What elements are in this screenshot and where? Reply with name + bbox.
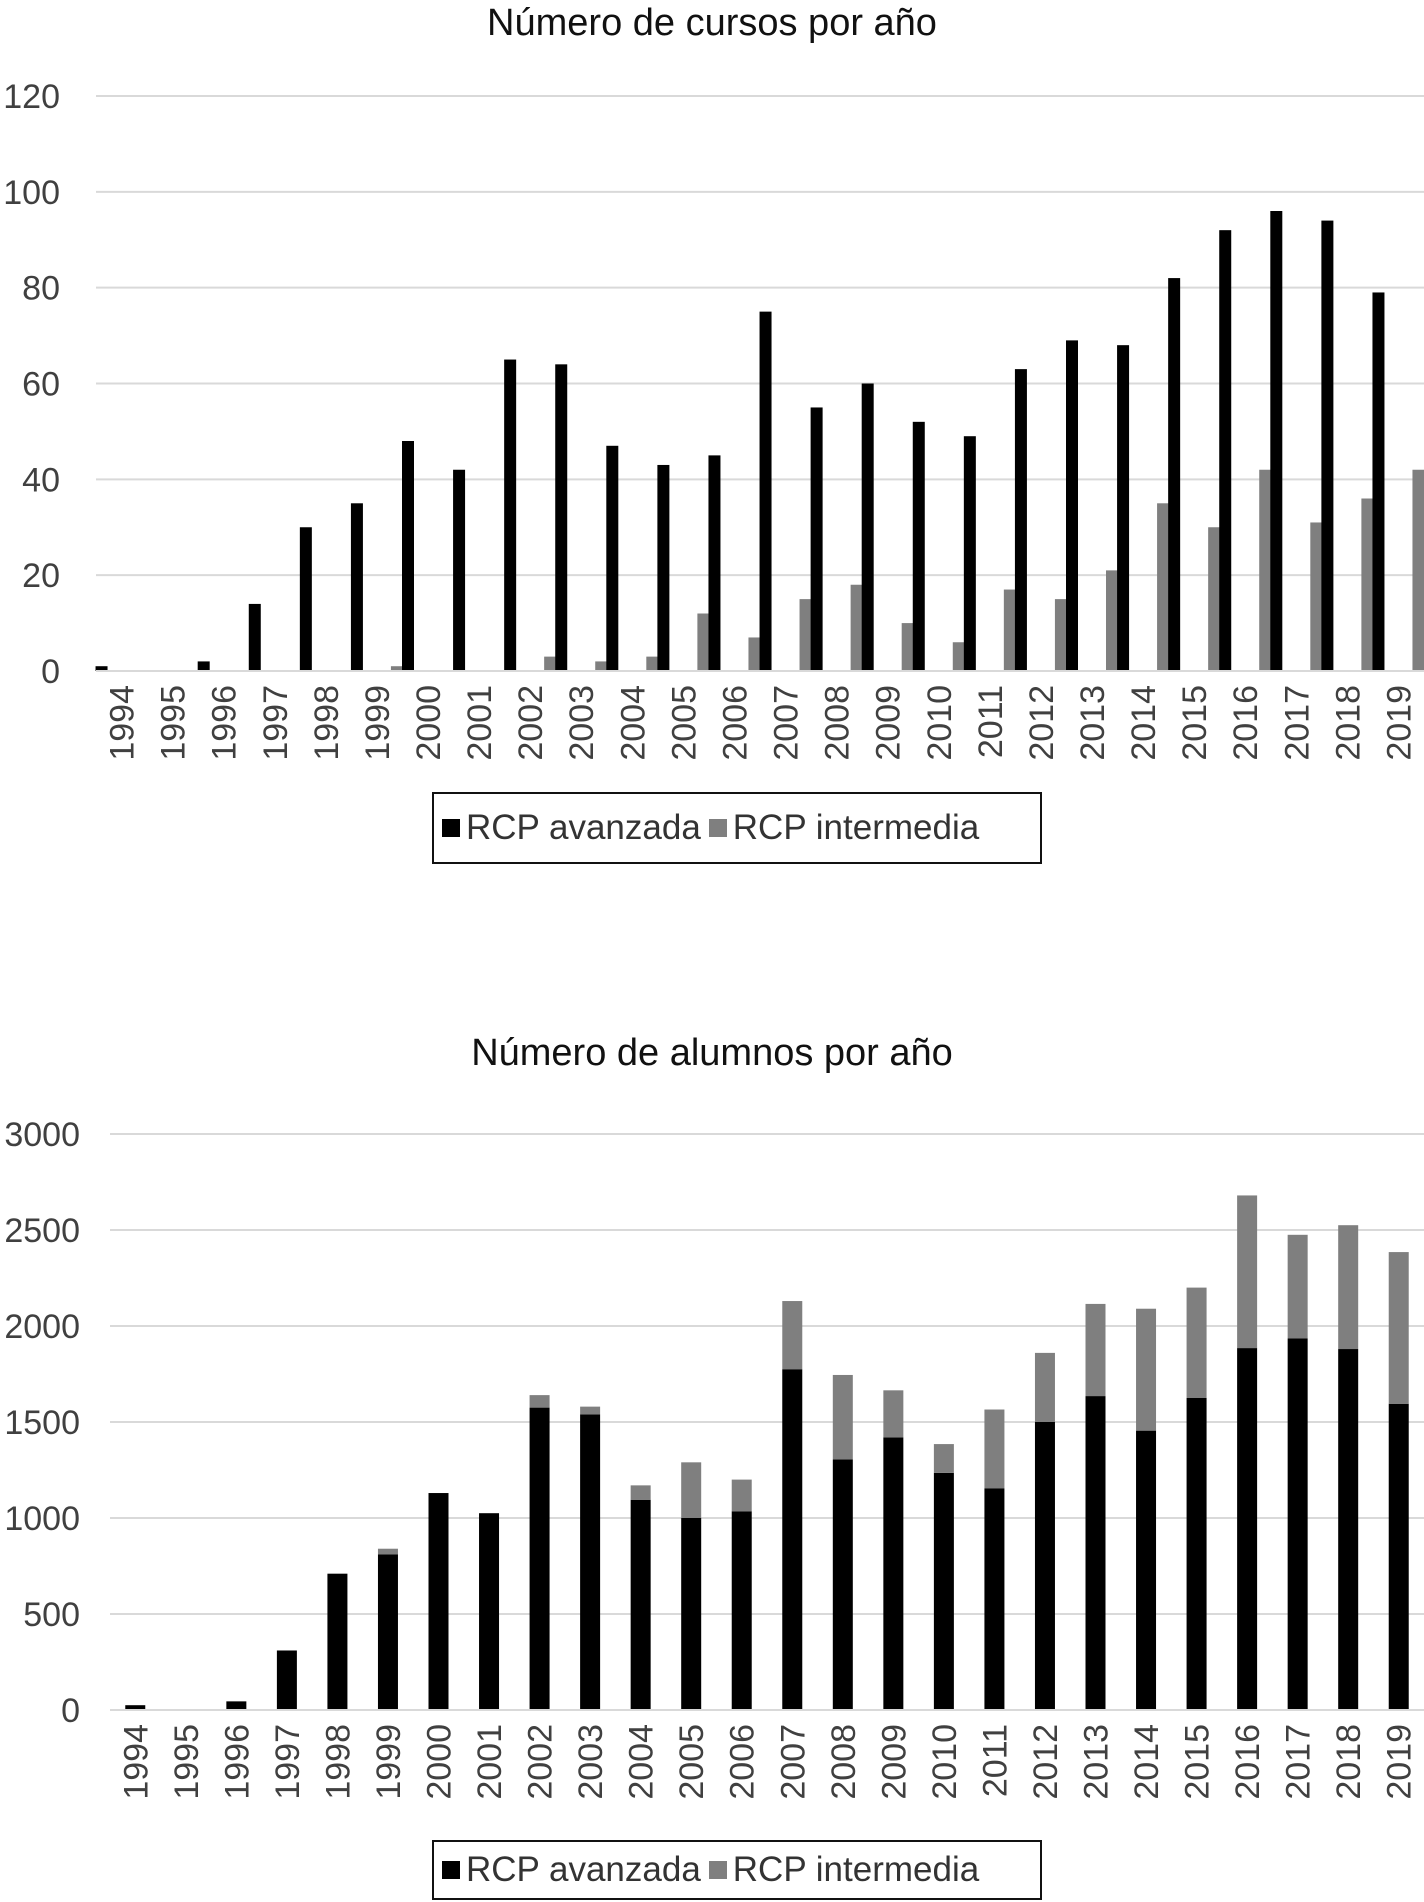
- legend: [432, 792, 1042, 864]
- y-tick-label: 80: [22, 269, 60, 308]
- bar: [429, 1493, 449, 1710]
- y-tick-label: 500: [23, 1596, 80, 1634]
- bar: [851, 585, 863, 671]
- bar: [862, 384, 874, 672]
- x-tick-label: 2000: [410, 685, 448, 761]
- bar: [453, 470, 465, 671]
- x-tick-label: 2006: [723, 1724, 762, 1800]
- bar: [1055, 599, 1067, 671]
- legend-label: RCP intermedia: [732, 808, 980, 847]
- x-tick-label: 2017: [1279, 1724, 1318, 1800]
- x-tick-label: 1996: [205, 685, 244, 761]
- x-tick-label: 1994: [117, 1724, 156, 1800]
- x-tick-label: 2016: [1229, 1724, 1268, 1800]
- x-tick-label: 1995: [167, 1724, 206, 1800]
- y-tick-label: 0: [41, 653, 60, 691]
- y-tick-label: 120: [3, 78, 60, 116]
- bar: [934, 1444, 954, 1473]
- chart-title: Número de cursos por año: [487, 2, 937, 44]
- x-tick-label: 2006: [716, 685, 755, 761]
- y-tick-label: 0: [61, 1692, 80, 1730]
- x-tick-label: 2012: [1026, 1724, 1065, 1800]
- bar: [631, 1500, 651, 1710]
- y-tick-label: 2500: [4, 1212, 80, 1250]
- x-tick-label: 2008: [818, 685, 857, 761]
- x-tick-label: 2012: [1022, 685, 1061, 761]
- x-tick-label: 1994: [103, 685, 142, 761]
- bar: [327, 1574, 347, 1710]
- bar: [964, 436, 976, 671]
- bar: [226, 1701, 246, 1710]
- bar: [883, 1437, 903, 1710]
- chart-courses-per-year: [0, 0, 1424, 880]
- x-tick-label: 2016: [1227, 685, 1266, 761]
- bar: [555, 364, 567, 671]
- x-tick-label: 2015: [1178, 1724, 1217, 1800]
- x-tick-label: 2010: [925, 1724, 964, 1800]
- bar: [378, 1549, 398, 1555]
- x-tick-label: 2001: [461, 685, 500, 761]
- bar: [580, 1407, 600, 1415]
- bar: [657, 465, 669, 671]
- bar: [984, 1410, 1004, 1489]
- bar: [1389, 1252, 1409, 1404]
- bar: [1086, 1396, 1106, 1710]
- bar: [1219, 230, 1231, 671]
- legend-label: RCP avanzada: [466, 808, 701, 847]
- legend-item-intermediate: [709, 1850, 979, 1890]
- x-tick-label: 2008: [824, 1724, 863, 1800]
- bar: [1168, 278, 1180, 671]
- x-tick-label: 2000: [420, 1724, 459, 1800]
- x-tick-label: 2017: [1278, 685, 1317, 761]
- bar: [1372, 292, 1384, 671]
- bar: [1237, 1195, 1257, 1348]
- bar: [800, 599, 812, 671]
- bar: [1321, 221, 1333, 671]
- x-tick-label: 2007: [774, 1724, 813, 1800]
- bar: [249, 604, 261, 671]
- bar: [1208, 527, 1220, 671]
- bar: [504, 360, 516, 671]
- y-tick-label: 100: [3, 173, 60, 212]
- bar: [681, 1462, 701, 1518]
- bar: [782, 1369, 802, 1710]
- x-tick-label: 2003: [563, 685, 602, 761]
- bar: [1361, 499, 1373, 672]
- bar: [580, 1414, 600, 1710]
- x-tick-label: 2013: [1077, 1724, 1116, 1800]
- bar: [1288, 1235, 1308, 1339]
- x-tick-label: 1999: [358, 685, 397, 761]
- bar: [595, 661, 607, 671]
- legend-swatch: [709, 819, 727, 837]
- x-tick-label: 2001: [471, 1724, 510, 1800]
- bar: [1117, 345, 1129, 671]
- bar: [1389, 1404, 1409, 1710]
- legend-label: RCP intermedia: [732, 1850, 980, 1889]
- bar: [748, 637, 760, 671]
- x-tick-label: 2018: [1329, 685, 1368, 761]
- bar: [833, 1375, 853, 1459]
- chart-students-per-year: [0, 1030, 1424, 1902]
- y-tick-label: 1500: [4, 1404, 80, 1442]
- x-tick-label: 2010: [920, 685, 959, 761]
- bar: [1270, 211, 1282, 671]
- bar: [1338, 1225, 1358, 1349]
- bar: [984, 1488, 1004, 1710]
- bar: [697, 614, 709, 672]
- x-tick-label: 2004: [622, 1724, 661, 1800]
- bar: [1310, 522, 1322, 671]
- bar: [1136, 1431, 1156, 1710]
- bar: [544, 657, 556, 671]
- x-tick-label: 2002: [512, 685, 551, 761]
- x-tick-label: 2003: [572, 1724, 611, 1800]
- x-tick-label: 1996: [218, 1724, 257, 1800]
- bar: [479, 1513, 499, 1710]
- legend-swatch: [442, 819, 460, 837]
- plot-area: [0, 0, 1424, 880]
- x-tick-label: 2009: [869, 685, 908, 761]
- bar: [902, 623, 914, 671]
- legend-swatch: [442, 1861, 460, 1879]
- bar: [1015, 369, 1027, 671]
- y-tick-label: 60: [22, 365, 60, 404]
- y-tick-label: 20: [22, 557, 60, 596]
- x-tick-label: 2014: [1128, 1724, 1167, 1800]
- bar: [1086, 1304, 1106, 1396]
- bar: [913, 422, 925, 671]
- x-tick-label: 1997: [256, 685, 295, 761]
- bar: [1187, 1398, 1207, 1710]
- bar: [1066, 340, 1078, 671]
- chart-title: Número de alumnos por año: [471, 1032, 953, 1074]
- bar: [708, 455, 720, 671]
- bar: [1288, 1338, 1308, 1710]
- bar: [277, 1650, 297, 1710]
- bar: [883, 1390, 903, 1437]
- x-tick-label: 2007: [767, 685, 806, 761]
- bar: [1004, 590, 1016, 671]
- x-tick-label: 2015: [1176, 685, 1215, 761]
- bar: [378, 1554, 398, 1710]
- bar: [351, 503, 363, 671]
- bar: [1035, 1422, 1055, 1710]
- x-tick-label: 2005: [665, 685, 704, 761]
- x-tick-label: 2013: [1074, 685, 1112, 761]
- y-tick-label: 1000: [4, 1500, 80, 1538]
- x-tick-label: 2019: [1380, 685, 1419, 761]
- x-tick-label: 2011: [971, 685, 1010, 759]
- x-tick-label: 2005: [673, 1724, 712, 1800]
- x-tick-label: 1998: [319, 1724, 358, 1800]
- bar: [953, 642, 965, 671]
- bar: [1259, 470, 1271, 671]
- plot-area: [0, 1030, 1424, 1902]
- bar: [934, 1473, 954, 1710]
- bar: [1157, 503, 1169, 671]
- bar: [606, 446, 618, 671]
- bar: [681, 1518, 701, 1710]
- y-tick-label: 2000: [4, 1308, 80, 1346]
- bar: [1136, 1309, 1156, 1431]
- y-tick-label: 40: [22, 461, 60, 500]
- y-tick-label: 3000: [4, 1116, 80, 1154]
- x-tick-label: 1995: [154, 685, 193, 761]
- bar: [782, 1301, 802, 1369]
- legend-item-advanced: [442, 808, 701, 848]
- x-tick-label: 2002: [521, 1724, 560, 1800]
- bar: [811, 407, 823, 671]
- bar: [300, 527, 312, 671]
- x-tick-label: 2011: [976, 1724, 1015, 1798]
- x-tick-label: 1997: [268, 1724, 307, 1800]
- bar: [1237, 1348, 1257, 1710]
- bar: [1338, 1349, 1358, 1710]
- x-tick-label: 1999: [369, 1724, 408, 1800]
- bar: [646, 657, 658, 671]
- legend-label: RCP avanzada: [466, 1850, 701, 1889]
- bar: [760, 312, 772, 671]
- bar: [1412, 470, 1424, 671]
- legend: [432, 1840, 1042, 1900]
- x-tick-label: 2019: [1380, 1724, 1419, 1800]
- legend-swatch: [709, 1861, 727, 1879]
- bar: [732, 1480, 752, 1512]
- bar: [1035, 1353, 1055, 1422]
- bar: [530, 1408, 550, 1710]
- bar: [1106, 570, 1118, 671]
- x-tick-label: 2018: [1330, 1724, 1369, 1800]
- legend-item-intermediate: [709, 808, 979, 848]
- bar: [732, 1511, 752, 1710]
- x-tick-label: 2014: [1125, 685, 1164, 761]
- x-tick-label: 2004: [614, 685, 653, 761]
- bar: [402, 441, 414, 671]
- bar: [631, 1485, 651, 1499]
- bar: [530, 1395, 550, 1407]
- x-tick-label: 1998: [307, 685, 346, 761]
- bar: [1187, 1288, 1207, 1398]
- x-tick-label: 2009: [875, 1724, 914, 1800]
- bar: [198, 661, 210, 671]
- bar: [833, 1459, 853, 1710]
- legend-item-advanced: [442, 1850, 701, 1890]
